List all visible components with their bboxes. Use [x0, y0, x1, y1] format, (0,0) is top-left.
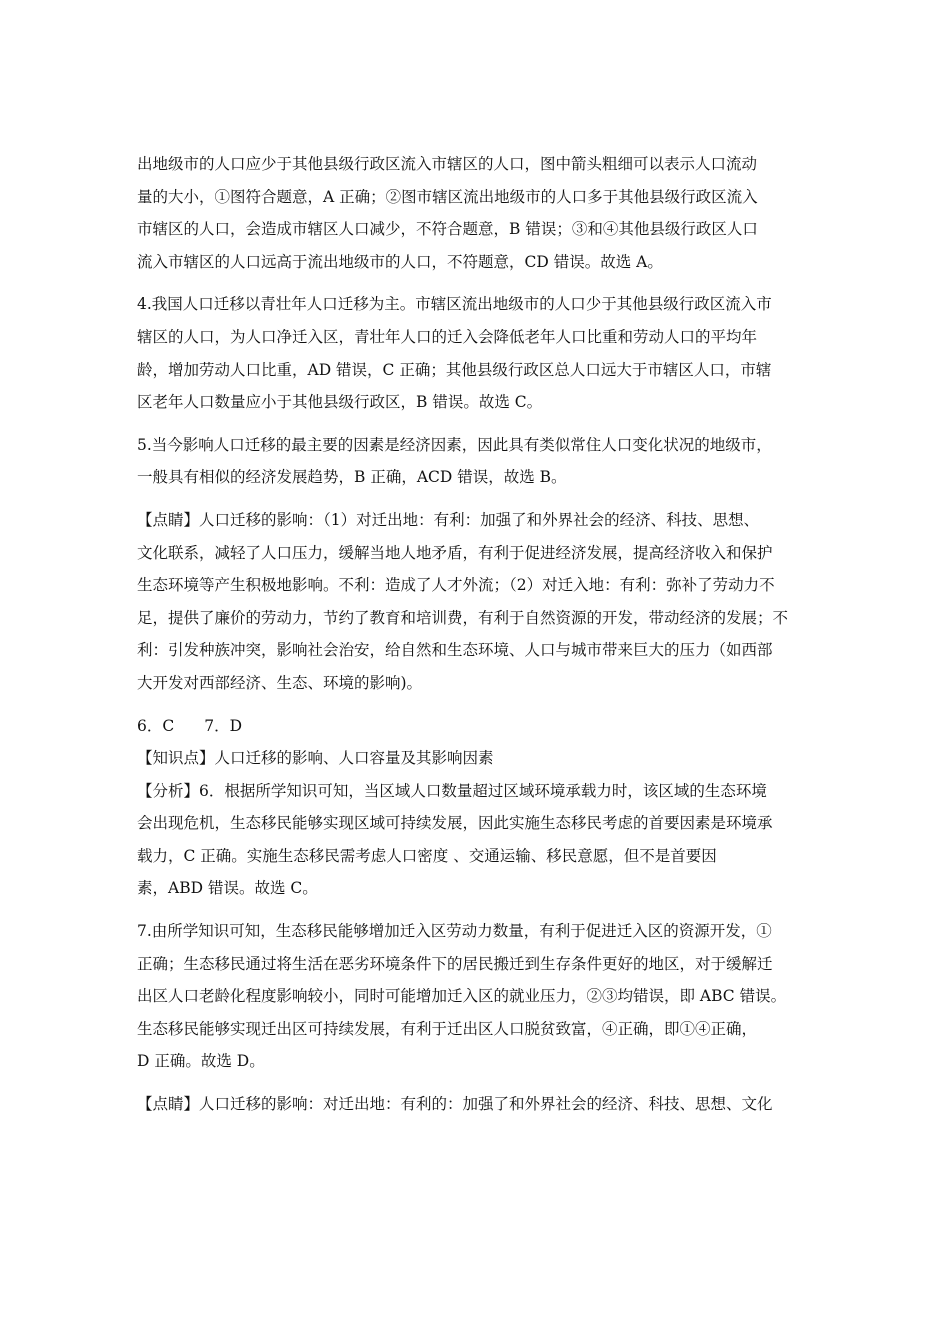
text-line: 龄，增加劳动人口比重，AD 错误，C 正确；其他县级行政区总人口远大于市辖区人口，市辖: [137, 360, 772, 379]
text-line: 文化联系，减轻了人口压力，缓解当地人地矛盾，有利于促进经济发展，提高经济收入和保护: [137, 543, 773, 562]
text-line: 【分析】6．根据所学知识可知，当区域人口数量超过区域环境承载力时，该区域的生态环境: [137, 781, 767, 800]
text-line: 出地级市的人口应少于其他县级行政区流入市辖区的人口，图中箭头粗细可以表示人口流动: [137, 155, 758, 173]
answer-q7: 7．D: [204, 716, 243, 735]
text-line: 量的大小，①图符合题意，A 正确；②图市辖区流出地级市的人口多于其他县级行政区流入: [137, 187, 758, 206]
text-line: 5.当今影响人口迁移的最主要的因素是经济因素，因此具有类似常住人口变化状况的地级市，: [137, 435, 772, 454]
text-line: 素，ABD 错误。故选 C。: [137, 879, 318, 898]
text-line: 大开发对西部经济、生态、环境的影响)。: [137, 673, 423, 692]
text-line: D 正确。故选 D。: [137, 1052, 265, 1071]
text-line: 【点睛】人口迁移的影响：（1）对迁出地：有利：加强了和外界社会的经济、科技、思想、: [137, 510, 760, 529]
text-line: 利：引发种族冲突，影响社会治安，给自然和生态环境、人口与城市带来巨大的压力（如西部: [137, 641, 773, 660]
text-line: 辖区的人口，为人口净迁入区，青壮年人口的迁入会降低老年人口比重和劳动人口的平均年: [137, 327, 758, 346]
knowledge-point: [137, 742, 821, 775]
paragraph-analysis: [137, 775, 821, 905]
answer-q6: 6．C: [137, 716, 175, 735]
text-line: 7.由所学知识可知，生态移民能够增加迁入区劳动力数量，有利于促进迁入区的资源开发，①: [137, 922, 772, 941]
paragraph-dianjing-2: [137, 1088, 821, 1121]
text-line: 足，提供了廉价的劳动力，节约了教育和培训费，有利于自然资源的开发，带动经济的发展；不: [137, 608, 789, 627]
document-page: [137, 148, 821, 1121]
text-line: 会出现危机，生态移民能够实现区域可持续发展，因此实施生态移民考虑的首要因素是环境承: [137, 814, 773, 833]
answer-line: [137, 710, 821, 743]
text-line: 4.我国人口迁移以青壮年人口迁移为主。市辖区流出地级市的人口少于其他县级行政区流入市: [137, 295, 772, 314]
paragraph-q3-continued: [137, 148, 821, 278]
text-line: 载力，C 正确。实施生态移民需考虑人口密度 、交通运输、移民意愿，但不是首要因: [137, 846, 717, 865]
text-line: 生态移民能够实现迁出区可持续发展，有利于迁出区人口脱贫致富，④正确，即①④正确，: [137, 1019, 758, 1038]
text-line: 流入市辖区的人口远高于流出地级市的人口，不符题意，CD 错误。故选 A。: [137, 252, 663, 271]
text-line: 区老年人口数量应小于其他县级行政区，B 错误。故选 C。: [137, 393, 543, 412]
text-line: 【知识点】人口迁移的影响、人口容量及其影响因素: [137, 749, 494, 768]
text-line: 一般具有相似的经济发展趋势，B 正确，ACD 错误，故选 B。: [137, 468, 567, 487]
paragraph-dianjing-1: [137, 504, 821, 700]
text-line: 市辖区的人口，会造成市辖区人口减少，不符合题意，B 错误；③和④其他县级行政区人口: [137, 220, 758, 239]
paragraph-q4: [137, 288, 821, 418]
text-line: 出区人口老龄化程度影响较小，同时可能增加迁入区的就业压力，②③均错误，即 ABC 错误。: [137, 987, 787, 1006]
paragraph-q7: [137, 915, 821, 1078]
text-line: 生态环境等产生积极地影响。不利：造成了人才外流；（2）对迁入地：有利：弥补了劳动力不: [137, 576, 775, 595]
text-line: 【点睛】人口迁移的影响：对迁出地：有利的：加强了和外界社会的经济、科技、思想、文化: [137, 1095, 773, 1114]
paragraph-q5: [137, 429, 821, 494]
answers-row: [137, 710, 821, 743]
text-line: 正确；生态移民通过将生活在恶劣环境条件下的居民搬迁到生存条件更好的地区，对于缓解迁: [137, 954, 773, 973]
